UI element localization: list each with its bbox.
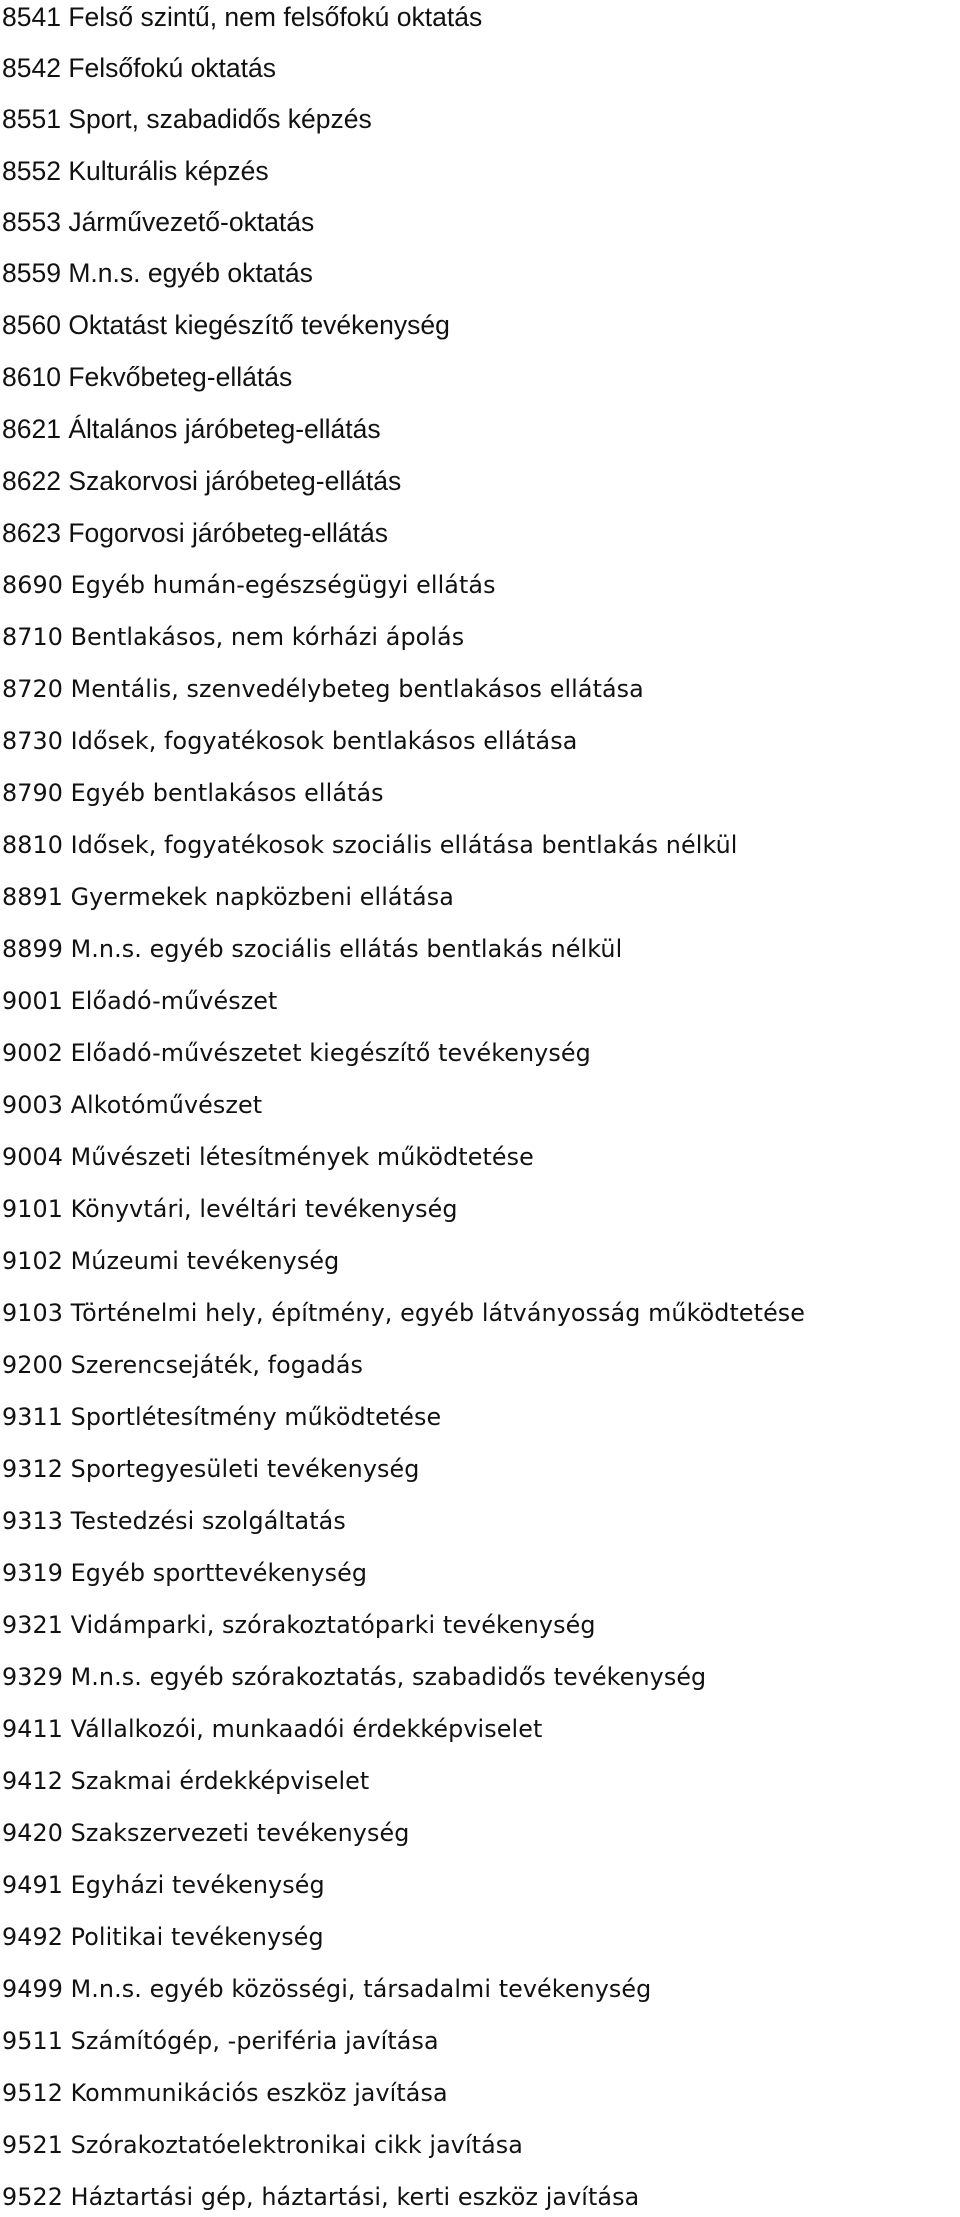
list-item: 8541 Felső szintű, nem felsőfokú oktatás [2, 2, 483, 32]
list-item: 8710 Bentlakásos, nem kórházi ápolás [2, 623, 465, 651]
list-item: 9200 Szerencsejáték, fogadás [2, 1351, 364, 1379]
list-item: 8553 Járművezető-oktatás [2, 207, 315, 237]
list-item: 8622 Szakorvosi járóbeteg-ellátás [2, 466, 402, 496]
list-item: 9329 M.n.s. egyéb szórakoztatás, szabadidős tevékenység [2, 1663, 707, 1691]
list-item: 8542 Felsőfokú oktatás [2, 53, 277, 83]
list-item: 9499 M.n.s. egyéb közösségi, társadalmi tevékenység [2, 1975, 652, 2003]
list-item: 9521 Szórakoztatóelektronikai cikk javítása [2, 2131, 523, 2159]
list-item: 9321 Vidámparki, szórakoztatóparki tevékenység [2, 1611, 596, 1639]
list-item: 9003 Alkotóművészet [2, 1091, 263, 1119]
list-item: 9411 Vállalkozói, munkaadói érdekképviselet [2, 1715, 543, 1743]
list-item: 8720 Mentális, szenvedélybeteg bentlakásos ellátása [2, 675, 644, 703]
list-item: 9312 Sportegyesületi tevékenység [2, 1455, 420, 1483]
list-item: 9001 Előadó-művészet [2, 987, 278, 1015]
list-item: 8559 M.n.s. egyéb oktatás [2, 258, 313, 288]
list-item: 9492 Politikai tevékenység [2, 1923, 324, 1951]
list-item: 9101 Könyvtári, levéltári tevékenység [2, 1195, 458, 1223]
list-item: 9313 Testedzési szolgáltatás [2, 1507, 346, 1535]
list-item: 8623 Fogorvosi járóbeteg-ellátás [2, 518, 388, 548]
list-item: 9102 Múzeumi tevékenység [2, 1247, 340, 1275]
list-item: 9420 Szakszervezeti tevékenység [2, 1819, 410, 1847]
list-item: 9002 Előadó-művészetet kiegészítő tevékenység [2, 1039, 591, 1067]
list-item: 8790 Egyéb bentlakásos ellátás [2, 779, 384, 807]
list-item: 8621 Általános járóbeteg-ellátás [2, 414, 381, 444]
list-item: 9412 Szakmai érdekképviselet [2, 1767, 370, 1795]
list-item: 9512 Kommunikációs eszköz javítása [2, 2079, 448, 2107]
list-item: 8551 Sport, szabadidős képzés [2, 104, 372, 134]
list-item: 8810 Idősek, fogyatékosok szociális ellátása bentlakás nélkül [2, 831, 738, 859]
list-item: 8552 Kulturális képzés [2, 156, 269, 186]
list-item: 8690 Egyéb humán-egészségügyi ellátás [2, 571, 496, 599]
list-item: 8899 M.n.s. egyéb szociális ellátás bentlakás nélkül [2, 935, 623, 963]
list-item: 9311 Sportlétesítmény működtetése [2, 1403, 442, 1431]
list-item: 8610 Fekvőbeteg-ellátás [2, 362, 293, 392]
list-item: 8891 Gyermekek napközbeni ellátása [2, 883, 454, 911]
list-item: 9522 Háztartási gép, háztartási, kerti eszköz javítása [2, 2183, 640, 2211]
list-item: 9319 Egyéb sporttevékenység [2, 1559, 368, 1587]
list-item: 9004 Művészeti létesítmények működtetése [2, 1143, 534, 1171]
list-item: 9491 Egyházi tevékenység [2, 1871, 325, 1899]
list-item: 9511 Számítógép, -periféria javítása [2, 2027, 439, 2055]
list-item: 8560 Oktatást kiegészítő tevékenység [2, 310, 450, 340]
list-item: 9103 Történelmi hely, építmény, egyéb látványosság működtetése [2, 1299, 806, 1327]
list-item: 8730 Idősek, fogyatékosok bentlakásos ellátása [2, 727, 578, 755]
